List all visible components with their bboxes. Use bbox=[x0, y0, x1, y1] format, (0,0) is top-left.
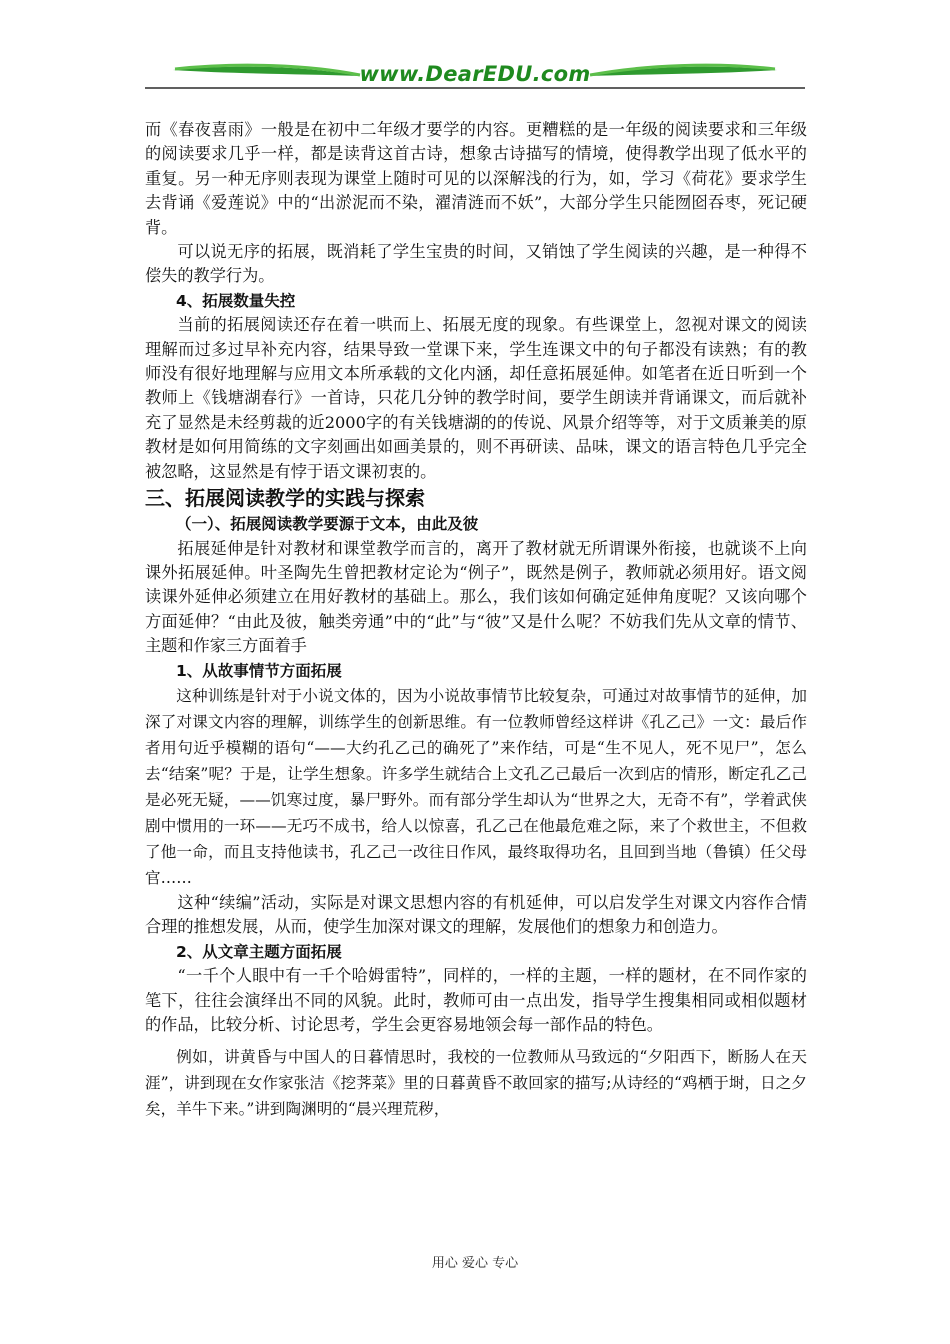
paragraph: “一千个人眼中有一千个哈姆雷特”，同样的，一样的主题，一样的题材，在不同作家的笔下，往往会演绎出不同的风貌。此时，教师可由一点出发，指导学生搜集相同或相似题材的作品，比较分析、讨论思考，学生会更容易地领会每一部作品的特色。 bbox=[145, 966, 807, 1034]
page-footer: 用心 爱心 专心 bbox=[431, 1256, 519, 1271]
paragraph: 而《春夜喜雨》一般是在初中二年级才要学的内容。更糟糕的是一年级的阅读要求和三年级的阅读要求几乎一样，都是读背这首古诗，想象古诗描写的情境，使得教学出现了低水平的重复。另一种无序则表现为课堂上随时可见的以深解浅的行为，如，学习《荷花》要求学生去背诵《爱莲说》中的“出淤泥而不染，濯清涟而不妖”，大部分学生只能囫囵吞枣，死记硬背。 bbox=[145, 120, 807, 237]
paragraph: 这种训练是针对于小说文体的，因为小说故事情节比较复杂，可通过对故事情节的延伸，加深了对课文内容的理解，训练学生的创新思维。有一位教师曾经这样讲《孔乙己》一文：最后作者用句近乎模糊的语句“——大约孔乙己的确死了”来作结，可是“生不见人，死不见尸”，怎么去“结案”呢？于是，让学生想象。许多学生就结合上文孔乙己最后一次到店的情形，断定孔乙己是必死无疑，——饥寒过度，暴尸野外。而有部分学生却认为“世界之大，无奇不有”，学着武侠剧中惯用的一环——无巧不成书，给人以惊喜，孔乙己在他最危难之际，来了个救世主，不但救了他一命，而且支持他读书，孔乙己一改往日作风，最终取得功名，且回到当地（鲁镇）任父母官…… bbox=[145, 686, 807, 887]
paragraph: 拓展延伸是针对教材和课堂教学而言的，离开了教材就无所谓课外衔接，也就谈不上向课外拓展延伸。叶圣陶先生曾把教材定论为“例子”，既然是例子，教师就必须用好。语文阅读课外延伸必须建立在用好教材的基础上。那么，我们该如何确定延伸角度呢？又该向哪个方面延伸？“由此及彼，触类旁通”中的“此”与“彼”又是什么呢？不妨我们先从文章的情节、主题和作家三方面着手 bbox=[145, 538, 807, 656]
paragraph: 这种“续编”活动，实际是对课文思想内容的有机延伸，可以启发学生对课文内容作合情合理的推想发展，从而，使学生加深对课文的理解，发展他们的想象力和创造力。 bbox=[145, 892, 807, 937]
page-header bbox=[145, 56, 805, 92]
subheading-4: 4、拓展数量失控 bbox=[176, 291, 296, 310]
document-body bbox=[145, 118, 807, 1122]
paragraph: 例如，讲黄昏与中国人的日暮情思时，我校的一位教师从马致远的“夕阳西下，断肠人在天涯”，讲到现在女作家张洁《挖荠菜》里的日暮黄昏不敢回家的描写;从诗经的“鸡栖于埘，日之夕矣，羊牛下来。”讲到陶渊明的“晨兴理荒秽， bbox=[145, 1048, 807, 1119]
paragraph: 当前的拓展阅读还存在着一哄而上、拓展无度的现象。有些课堂上，忽视对课文的阅读理解而过多过早补充内容，结果导致一堂课下来，学生连课文中的句子都没有读熟；有的教师没有很好地理解与应用文本所承载的文化内涵，却任意拓展延伸。如笔者在近日听到一个教师上《钱塘湖春行》一首诗，只花几分钟的教学时间，要学生朗读并背诵课文，而后就补充了显然是未经剪裁的近2000字的有关钱塘湖的的传说、风景介绍等等，对于文质兼美的原教材是如何用简练的文字刻画出如画美景的，则不再研读、品味，课文的语言特色几乎完全被忽略，这显然是有悖于语文课初衷的。 bbox=[145, 315, 807, 481]
header-site-url: www.DearEDU.com bbox=[359, 62, 591, 86]
subheading-1: 1、从故事情节方面拓展 bbox=[176, 661, 342, 680]
paragraph: 可以说无序的拓展，既消耗了学生宝贵的时间，又销蚀了学生阅读的兴趣，是一种得不偿失的教学行为。 bbox=[145, 242, 807, 286]
subheading-part-1: （一）、拓展阅读教学要源于文本，由此及彼 bbox=[176, 515, 479, 534]
subheading-2: 2、从文章主题方面拓展 bbox=[176, 942, 342, 961]
section-heading-3: 三、拓展阅读教学的实践与探索 bbox=[145, 486, 425, 511]
